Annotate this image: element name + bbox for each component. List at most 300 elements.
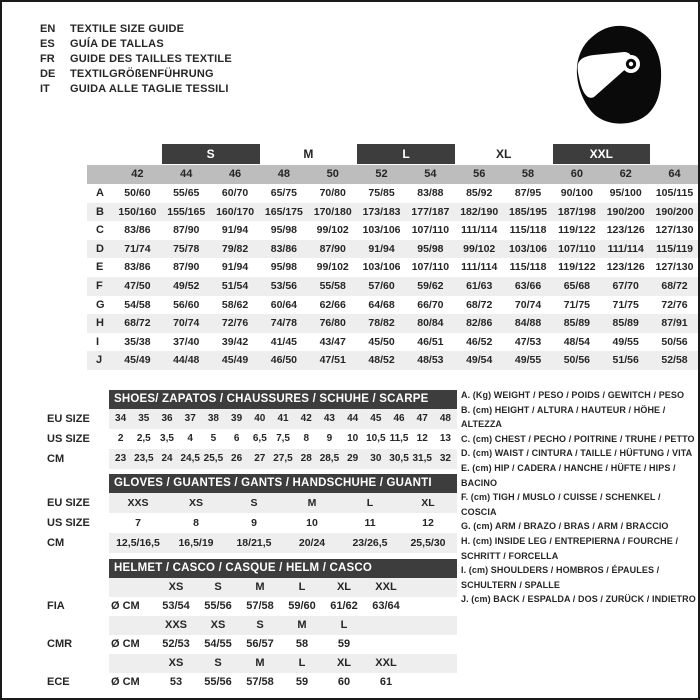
measurement-cell: 51/54 [221,279,249,292]
helmet-standard-section [40,654,457,692]
helmet-size-value: 54/55 [204,638,232,650]
helmet-sizes-row [40,616,457,635]
measurement-cell: 72/76 [221,317,249,330]
shoes-size-cell: 8 [303,433,309,444]
measurement-cell: 123/126 [606,224,645,237]
helmet-values-row [40,673,457,692]
gloves-size-cell: 10 [306,517,318,529]
gloves-size-cell: 9 [251,517,257,529]
measurement-cell: 105/115 [655,187,694,199]
measurement-cell: 35/38 [124,335,151,348]
legend-item: E. (cm) HIP / CADERA / HANCHE / HÜFTE / HIPS / BACINO [461,462,676,488]
helmet-size-value: 60 [337,676,351,688]
measurement-cell: 55/58 [319,279,346,292]
measurement-cell: 71/75 [563,298,590,311]
measurement-cell: 62/66 [319,298,346,311]
measurement-cell: 103/106 [362,261,401,274]
measurement-cell: 44/48 [173,354,200,367]
shoes-size-cell: 47 [416,413,428,424]
measurement-cell: 82/86 [466,317,493,330]
numeric-size-cell: 62 [619,168,632,180]
helmet-size-label: XXL [375,581,397,593]
measurement-cell: 68/72 [466,298,493,311]
gloves-table [40,474,457,553]
shoes-title-bar: SHOES/ ZAPATOS / CHAUSSURES / SCHUHE / SCARPE [109,390,457,409]
shoes-size-cell: 39 [231,413,243,424]
numeric-size-cell: 60 [570,168,583,180]
measurement-cell: 49/52 [173,279,200,292]
guide-title: TEXTILGRÖßENFÜHRUNG [70,68,214,80]
gloves-header-row [40,474,457,493]
measurement-cell: 123/126 [606,261,645,274]
numeric-size-cell: 44 [180,168,193,180]
measurement-cell: 64/68 [368,298,395,311]
helmet-size-label: S [214,581,222,593]
language-title-list [40,22,232,97]
measurement-cell: 70/74 [173,317,200,330]
measurement-cell: 56/60 [173,298,200,311]
shoes-size-cell: 23 [115,453,127,464]
helmet-standard-label: ECE [47,676,70,688]
measurement-cell: 87/90 [319,242,346,255]
language-row [40,82,232,97]
measurement-cell: 87/95 [514,187,542,199]
helmet-size-label: L [298,581,306,593]
measurement-cell: 111/114 [607,242,644,255]
numeric-size-cell: 52 [375,168,388,180]
language-row [40,52,232,67]
measurement-cell: 46/52 [466,335,493,348]
measurement-cell: 87/90 [173,224,200,237]
gloves-size-cell: XXS [127,497,149,509]
helmet-size-value: 59/60 [288,600,316,612]
measurement-cell: 47/50 [124,279,151,292]
helmet-size-value: 58 [295,638,309,650]
measurement-cell: 60/64 [270,298,298,311]
measurement-row [87,221,699,240]
language-code: IT [40,83,50,95]
measurement-cell: 80/84 [417,317,444,330]
measurement-cell: 45/50 [368,335,395,348]
helmet-size-value: 61 [379,676,393,688]
helmet-title-bar: HELMET / CASCO / CASQUE / HELM / CASCO [109,559,457,578]
helmet-size-label: XXS [164,619,187,631]
measurement-cell: 85/92 [466,187,493,199]
measurement-row-label: F [96,279,103,292]
measurement-cell: 66/70 [417,298,444,311]
gloves-size-cell: 18/21,5 [236,537,272,549]
shoes-size-cell: 45 [370,413,382,424]
measurement-cell: 53/56 [270,279,298,292]
shoes-size-cell: 6 [233,433,240,444]
helmet-size-label: M [255,657,265,669]
guide-title: TEXTILE SIZE GUIDE [70,23,185,35]
helmet-size-value: 61/62 [330,600,358,612]
shoes-size-cell: 11,5 [389,433,409,444]
gloves-size-cell: 11 [364,517,376,529]
measurement-rows [87,184,699,370]
measurement-cell: 45/49 [124,354,151,367]
measurement-cell: 95/98 [270,224,298,237]
measurement-cell: 85/89 [563,317,590,330]
shoes-size-cell: 27 [254,453,266,464]
measurement-row [87,203,699,222]
measurement-cell: 107/110 [411,224,450,237]
measurement-cell: 49/55 [612,335,639,348]
measurement-cell: 76/80 [319,317,346,330]
shoes-size-cell: 5 [210,433,217,444]
language-code: FR [40,53,55,65]
shoes-size-cell: 38 [207,413,219,424]
measurement-cell: 67/70 [612,279,639,292]
shoes-size-cell: 30 [370,453,382,464]
legend-item: J. (cm) BACK / ESPALDA / DOS / ZURÜCK / INDIETRO [461,594,696,605]
measurement-row [87,240,699,259]
measurement-cell: 155/165 [167,205,206,218]
gloves-row [40,533,457,553]
measurement-cell: 79/82 [221,242,249,255]
size-group-label: M [303,147,314,161]
measurement-cell: 150/160 [118,205,157,218]
shoes-size-cell: 28,5 [319,453,340,464]
measurement-cell: 70/74 [514,298,542,311]
measurement-cell: 173/183 [362,205,401,218]
numeric-size-cell: 42 [131,168,144,180]
shoes-size-cell: 31,5 [412,453,432,464]
size-group-row [87,144,699,165]
gloves-row-label: CM [47,537,65,549]
shoes-size-cell: 10 [347,433,359,444]
measurement-cell: 90/100 [560,187,593,199]
measurement-cell: 50/56 [563,354,590,367]
measurement-cell: 170/180 [313,205,352,218]
shoes-size-cell: 10,5 [366,433,386,444]
numeric-size-cell: 56 [473,168,486,180]
shoes-size-cell: 4 [187,433,193,444]
measurement-cell: 165/175 [264,205,303,218]
numeric-size-cell: 46 [228,168,242,180]
gloves-size-cell: 23/26,5 [352,537,388,549]
measurement-cell: 68/72 [124,317,151,330]
gloves-row [40,493,457,513]
shoes-size-cell: 9 [326,433,333,444]
measurement-cell: 83/86 [270,242,298,255]
measurement-cell: 115/118 [509,261,547,274]
size-groups [113,144,699,165]
measurement-row [87,296,699,315]
measurement-cell: 127/130 [655,261,694,274]
shoes-size-cell: 27,5 [273,453,293,464]
gloves-row [40,513,457,533]
measurement-cell: 187/198 [557,205,596,218]
measurement-row [87,184,699,203]
helmet-standard-label: CMR [47,638,73,650]
measurement-cell: 95/98 [417,242,444,255]
helmet-unit-label: Ø CM [111,600,140,612]
helmet-standard-section [40,578,457,616]
measurement-cell: 95/98 [270,261,298,274]
gloves-size-cell: L [366,497,374,509]
measurement-cell: 111/114 [461,224,498,237]
measurement-cell: 45/49 [221,354,249,367]
helmet-unit-label: Ø CM [111,676,140,688]
gloves-size-cell: 8 [193,517,199,529]
shoes-size-cell: 41 [277,413,289,424]
measurement-cell: 83/88 [417,187,444,199]
numeric-size-cell: 48 [277,168,291,180]
measurement-cell: 91/94 [221,261,249,274]
helmet-size-value: 63/64 [372,600,400,612]
measurement-cell: 85/89 [612,317,639,330]
helmet-size-label: M [297,619,307,631]
gloves-row-label: US SIZE [47,517,90,529]
numeric-size-row [87,165,699,184]
measurement-cell: 119/122 [558,261,596,274]
shoes-row [40,449,457,469]
gloves-rows [40,493,457,553]
helmet-size-label: XL [336,581,352,593]
measurement-cell: 49/54 [466,354,493,367]
measurement-cell: 51/56 [612,354,639,367]
measurement-cell: 50/60 [124,187,151,199]
measurement-cell: 99/102 [463,242,496,255]
language-row [40,22,232,37]
shoes-row [40,429,457,449]
shoes-size-cell: 3,5 [160,433,174,444]
helmet-size-value: 55/56 [204,676,232,688]
helmet-size-value: 52/53 [162,638,190,650]
gloves-size-cell: 20/24 [298,537,326,549]
helmet-values-row [40,597,457,616]
measurement-row [87,258,699,277]
shoes-size-cell: 25,5 [203,453,224,464]
legend-item: A. (Kg) WEIGHT / PESO / POIDS / GEWITCH / PESO [461,390,685,400]
measurement-row [87,351,699,370]
measurement-cell: 41/45 [270,335,298,348]
language-row [40,37,232,52]
shoes-size-cell: 24,5 [180,453,200,464]
measurement-row-label: H [96,317,104,330]
measurement-cell: 70/80 [319,187,346,199]
shoes-size-cell: 35 [138,413,150,424]
measurement-cell: 83/86 [124,261,151,274]
helmet-size-label: S [256,619,264,631]
measurement-cell: 185/195 [509,205,548,218]
helmet-header-row [40,559,457,578]
group-row-spacer [87,144,113,165]
numeric-size-cell: 58 [521,168,535,180]
measurement-legend [461,388,698,607]
helmet-size-value: 56/57 [246,638,274,650]
gloves-size-cell: 16,5/19 [178,537,214,549]
measurement-cell: 119/122 [558,224,596,237]
helmet-size-value: 57/58 [246,600,274,612]
measurement-cell: 55/65 [173,187,200,199]
helmet-size-value: 53 [169,676,183,688]
measurement-row [87,314,699,333]
shoes-row-label: EU SIZE [47,413,90,425]
measurement-cell: 190/200 [655,205,694,218]
measurement-cell: 54/58 [124,298,151,311]
helmet-size-value: 59 [295,676,309,688]
shoes-size-cell: 37 [184,413,196,424]
measurement-cell: 46/50 [270,354,298,367]
shoes-size-cell: 40 [254,413,266,424]
shoes-size-cell: 48 [439,413,451,424]
legend-item: C. (cm) CHEST / PECHO / POITRINE / TRUHE / PETTO [461,433,695,444]
measurement-cell: 99/102 [316,261,349,274]
measurement-cell: 99/102 [316,224,349,237]
shoes-table [40,390,457,469]
measurement-cell: 65/68 [563,279,590,292]
measurement-cell: 83/86 [124,224,151,237]
measurement-row-label: B [96,205,104,218]
helmet-size-label: XL [336,657,352,669]
legend-item: F. (cm) TIGH / MUSLO / CUISSE / SCHENKEL / COSCIA [461,492,661,517]
shoes-size-cell: 46 [393,413,405,424]
measurement-cell: 103/106 [362,224,401,237]
gloves-size-cell: M [307,497,317,509]
helmet-standard-label: FIA [47,600,65,612]
measurement-cell: 59/62 [417,279,444,292]
measurement-cell: 74/78 [270,317,298,330]
measurement-cell: 39/42 [221,335,249,348]
gloves-size-cell: 25,5/30 [410,537,446,549]
numeric-size-cell: 54 [424,168,437,180]
measurement-cell: 47/53 [514,335,542,348]
shoes-size-cell: 42 [300,413,312,424]
helmet-unit-label: Ø CM [111,638,140,650]
helmet-size-label: XS [168,657,184,669]
legend-item: G. (cm) ARM / BRAZO / BRAS / ARM / BRACCIO [461,521,669,532]
shoes-size-cell: 29 [347,453,359,464]
size-group-label: L [357,144,455,164]
size-group-label: XL [496,147,512,161]
measurement-cell: 65/75 [270,187,298,199]
measurement-cell: 127/130 [655,224,694,237]
size-group-label: S [162,144,260,164]
measurement-row-label: A [96,187,104,199]
shoes-row-label: CM [47,453,65,465]
helmet-sizes-row [40,654,457,673]
measurement-cell: 75/85 [368,187,395,199]
measurement-cell: 61/63 [466,279,493,292]
shoes-rows [40,409,457,469]
legend-item: B. (cm) HEIGHT / ALTURA / HAUTEUR / HÖHE / ALTEZZA [461,404,666,430]
measurement-cell: 111/114 [461,261,498,274]
numeric-size-cells [113,165,699,184]
measurement-cell: 177/187 [411,205,450,218]
shoes-size-cell: 6,5 [252,433,267,444]
measurement-cell: 87/90 [173,261,200,274]
measurement-row-label: I [96,335,100,348]
apparel-size-table [87,144,699,370]
measurement-cell: 52/58 [661,354,688,367]
numeric-size-cell: 50 [326,168,339,180]
measurement-row-label: C [96,224,104,237]
measurement-row-label: D [96,242,104,255]
helmet-size-label: L [340,619,348,631]
measurement-row-label: G [96,298,105,311]
gloves-size-cell: 12,5/16,5 [116,537,160,549]
measurement-cell: 72/76 [661,298,688,311]
measurement-cell: 68/72 [661,279,688,292]
gloves-row-label: EU SIZE [47,497,90,509]
measurement-cell: 115/118 [509,224,547,237]
measurement-cell: 115/119 [656,242,693,255]
shoes-size-cell: 34 [115,413,127,424]
shoes-size-cell: 32 [439,453,451,464]
shoes-size-cell: 36 [161,413,173,424]
measurement-cell: 91/94 [221,224,249,237]
measurement-row [87,333,699,352]
measurement-cell: 63/66 [514,279,542,292]
measurement-row-label: J [96,354,103,367]
measurement-cell: 103/106 [509,242,548,255]
numeric-row-spacer [87,165,113,184]
helmet-icon [568,20,668,130]
language-code: DE [40,68,56,80]
helmet-size-label: XXL [375,657,397,669]
legend-item: H. (cm) INSIDE LEG / ENTREPIERNA / FOURCHE / SCHRITT / FORCELLA [461,535,679,561]
shoes-size-cell: 30,5 [389,453,409,464]
measurement-cell: 75/78 [173,242,200,255]
language-code: EN [40,23,56,35]
measurement-cell: 78/82 [368,317,395,330]
legend-item: D. (cm) WAIST / CINTURA / TAILLE / HÜFTUNG / VITA [461,448,693,459]
helmet-size-label: XS [168,581,184,593]
measurement-cell: 37/40 [173,335,200,348]
helmet-size-label: XS [210,619,226,631]
shoes-size-cell: 44 [347,413,359,424]
measurement-cell: 46/51 [417,335,444,348]
measurement-cell: 58/62 [221,298,249,311]
shoes-size-cell: 28 [300,453,312,464]
shoes-size-cell: 23,5 [134,453,154,464]
measurement-cell: 107/110 [558,242,596,255]
measurement-cell: 57/60 [368,279,395,292]
legend-item: I. (cm) SHOULDERS / HOMBROS / ÉPAULES / SCHULTERN / SPALLE [461,565,660,590]
helmet-size-label: S [214,657,222,669]
helmet-values-row [40,635,457,654]
shoes-size-cell: 43 [323,413,335,424]
helmet-standard-sections [40,578,457,692]
measurement-cell: 84/88 [514,317,542,330]
gloves-size-cell: S [250,497,258,509]
gloves-size-cell: 7 [135,517,141,529]
guide-title: GUÍA DE TALLAS [70,38,164,50]
helmet-size-value: 55/56 [204,600,232,612]
measurement-row-label: E [96,261,104,274]
measurement-cell: 48/54 [563,335,590,348]
measurement-cell: 160/170 [216,205,255,218]
gloves-size-cell: 12 [422,517,434,529]
measurement-cell: 87/91 [661,317,688,330]
gloves-size-cell: XS [188,497,203,509]
language-row [40,67,232,82]
helmet-size-value: 57/58 [246,676,274,688]
gloves-title-bar: GLOVES / GUANTES / GANTS / HANDSCHUHE / GUANTI [109,474,457,493]
shoes-size-cell: 24 [161,453,173,464]
shoes-size-cell: 2 [117,433,124,444]
helmet-table [40,559,457,692]
shoes-size-cell: 12 [416,433,428,444]
measurement-cell: 91/94 [368,242,395,255]
helmet-size-label: M [255,581,265,593]
measurement-cell: 50/56 [661,335,688,348]
helmet-size-label: L [298,657,306,669]
language-code: ES [40,38,55,50]
